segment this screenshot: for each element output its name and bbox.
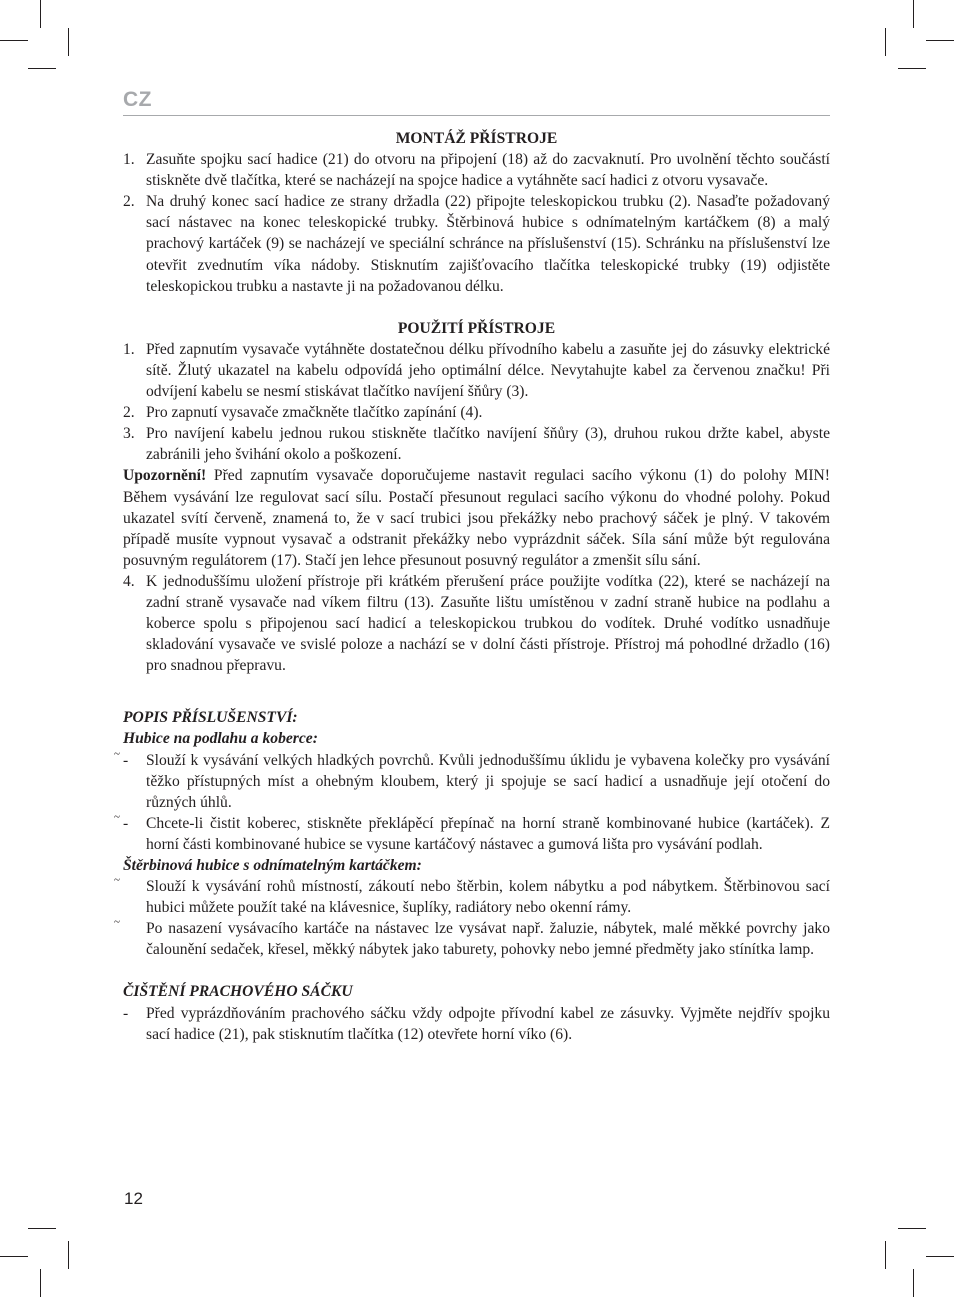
- list-item: [114, 916, 830, 960]
- item-text: Po nasazení vysávacího kartáče na nástavec lze vysávat např. žaluzie, nábytek, malé měkké povrchy jako čalounění sedaček, křesel, měkký nábytek jako taburety, pohovky nebo jemné předměty jako stínítka lamp.: [146, 920, 830, 959]
- item-text: Pro navíjení kabelu jednou rukou stiskněte tlačítko navíjení šňůry (3), druhou rukou držte kabel, abyste zabránili jeho švihání okolo a poškození.: [146, 425, 830, 464]
- crop-mark: [913, 0, 914, 28]
- list-item: [114, 747, 830, 813]
- crop-mark: [926, 1256, 954, 1257]
- list-item: [123, 149, 830, 191]
- list-item: [114, 810, 830, 855]
- warning-label: Upozornění!: [123, 467, 207, 485]
- page-number: 12: [124, 1189, 143, 1208]
- item-number: 3.: [123, 425, 135, 443]
- section-title-cisteni: ČIŠTĚNÍ PRACHOVÉHO SÁČKU: [123, 983, 353, 1001]
- warning-text: Před zapnutím vysavače doporučujeme nastavit regulaci sacího výkonu (1) do polohy MIN! Během vysávání lze regulovat sací sílu. Postačí přesunout regulaci sacího výkonu do vhodné polohy. Pokud ukazatel svítí červeně, znamená to, že v sací trubici jsou překážky nebo prachový sáček je plný. V takovém případě musíte vypnout vysavač a odstranit překážky nebo vyprázdnit sáček. Síla sání může být regulována posuvným regulátorem (17). Stačí jen lehce přesunout posuvný regulátor a zmenšit sílu sání.: [123, 467, 830, 569]
- tilde-mark: ~: [114, 810, 120, 823]
- crop-mark: [40, 0, 41, 28]
- list-item: [114, 874, 830, 918]
- item-text: Slouží k vysávání velkých hladkých povrchů. Kvůli jednoduššímu úklidu je vybavena kolečky pro vysávání těžko přístupných míst a ohebným kloubem, který ji spojuje se sací hadicí a usnadňuje její otočení do různých úhlů.: [146, 751, 830, 811]
- item-number: 4.: [123, 572, 135, 590]
- item-text: Na druhý konec sací hadice ze strany držadla (22) připojte teleskopickou trubku (2). Nasaďte požadovaný sací nástavec na konec teleskopické trubky. Štěrbinová hubice s odnímatelným kartáčkem (8) a malý prachový kartáček (9) se nacházejí ve speciální schránce na příslušenství (15). Schránku na příslušenství lze otevřit zvednutím víka nádoby. Stisknutím zajišťovacího tlačítka teleskopické trubky (19) odjistěte teleskopickou trubku a nastavte ji na požadovanou délku.: [146, 193, 830, 295]
- item-text: Pro zapnutí vysavače zmačkněte tlačítko zapínání (4).: [146, 404, 483, 422]
- list-item: [123, 191, 830, 296]
- list-item: [123, 571, 830, 676]
- crop-mark: [898, 68, 926, 69]
- item-text: K jednoduššímu uložení přístroje při krátkém přerušení práce použijte vodítka (22), které se nacházejí na zadní straně vysavače nad víkem filtru (13). Zasuňte lištu umístěnou v zadní straně hubice na podlahu a koberce spolu s připojenou sací hadicí a teleskopickou trubkou do vodítek. Druhé vodítko usnadňuje skladování vysavače ve svislé poloze a nachází se v dolní části přístroje. Přístroj má pohodlné držadlo (16) pro snadnou přepravu.: [146, 572, 830, 675]
- section-title-montaz: MONTÁŽ PŘÍSTROJE: [395, 130, 558, 147]
- list-item: [123, 1003, 830, 1045]
- item-dash: -: [123, 1004, 129, 1022]
- section-title-popis: POPIS PŘÍSLUŠENSTVÍ:: [123, 709, 298, 727]
- item-dash: -: [123, 814, 129, 832]
- item-dash: -: [123, 751, 129, 769]
- item-text: Zasuňte spojku sací hadice (21) do otvoru na připojení (18) až do zacvaknutí. Pro uvolnění těchto součástí stiskněte dvě tlačítka, které se nacházejí na spojce hadice a vytáhněte sací hadici z otvoru vysavače.: [146, 151, 830, 190]
- list-item: [123, 339, 830, 402]
- crop-mark: [926, 40, 954, 41]
- item-text: Slouží k vysávání rohů místností, zákoutí nebo štěrbin, kolem nábytku a pod nábytkem. Štěrbinovou sací hubici můžete použít také na klávesnice, šuplíky, radiátory nebo okenní rámy.: [146, 878, 830, 917]
- tilde-mark: ~: [114, 874, 120, 887]
- list-item: [123, 402, 830, 423]
- crop-mark: [0, 1256, 28, 1257]
- crop-mark: [913, 1269, 914, 1297]
- item-text: Před vyprázdňováním prachového sáčku vždy odpojte přívodní kabel ze zásuvky. Vyjměte nejdřív spojku sací hadice (21), pak stisknutím tlačítka (12) otevřete horní víko (6).: [146, 1004, 830, 1043]
- crop-mark: [28, 68, 56, 69]
- section-title-pouziti: POUŽITÍ PŘÍSTROJE: [397, 319, 556, 337]
- item-number: 2.: [123, 404, 135, 422]
- subsection-title-crevice-nozzle: Štěrbinová hubice s odnímatelným kartáčkem:: [123, 857, 422, 874]
- item-text: Před zapnutím vysavače vytáhněte dostatečnou délku přívodního kabelu a zasuňte jej do zásuvky elektrické sítě. Žlutý ukazatel na kabelu odpovídá jeho optimální délce. Nevytahujte kabel za červenou značku! Při odvíjení kabelu se nesmí stiskávat tlačítko navíjení šňůry (3).: [146, 340, 830, 401]
- crop-mark: [885, 1241, 886, 1269]
- list-item: [123, 423, 830, 465]
- header-rule: [123, 115, 830, 116]
- item-number: 2.: [123, 193, 135, 211]
- crop-mark: [0, 40, 28, 41]
- language-code: CZ: [123, 88, 152, 111]
- warning-paragraph: [123, 465, 830, 570]
- crop-mark: [40, 1269, 41, 1297]
- tilde-mark: ~: [114, 747, 120, 760]
- item-text: Chcete-li čistit koberec, stiskněte překlápěcí přepínač na horní straně kombinované hubice (kartáček). Z horní části kombinované hubice se vysune kartáčový nástavec a gumová lišta pro vysávání podlah.: [146, 814, 830, 853]
- crop-mark: [898, 1228, 926, 1229]
- crop-mark: [68, 28, 69, 56]
- crop-mark: [28, 1228, 56, 1229]
- tilde-mark: ~: [114, 916, 120, 929]
- crop-mark: [68, 1241, 69, 1269]
- item-number: 1.: [123, 151, 135, 169]
- page-content: [114, 128, 830, 1045]
- item-number: 1.: [123, 340, 135, 358]
- subsection-title-floor-nozzle: Hubice na podlahu a koberce:: [123, 730, 318, 748]
- crop-mark: [885, 28, 886, 56]
